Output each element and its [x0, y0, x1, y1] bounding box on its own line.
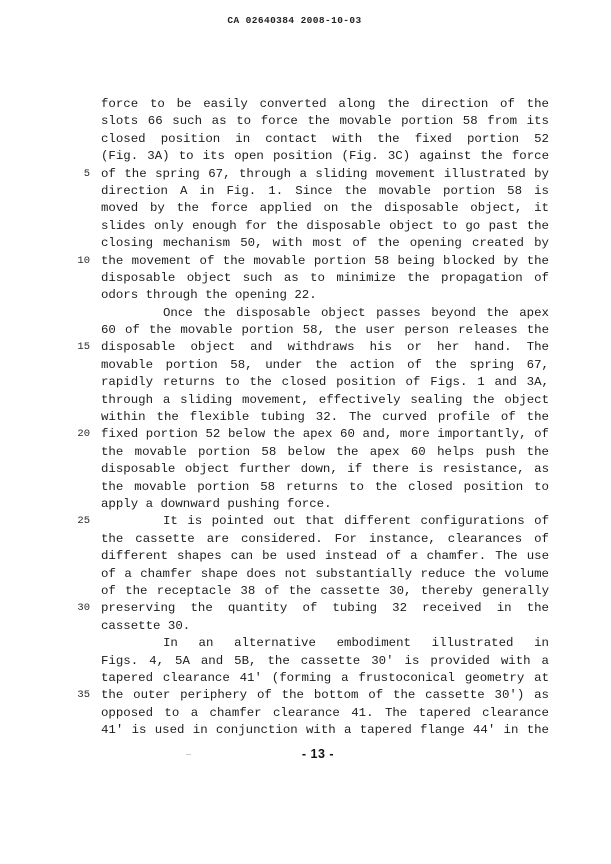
text-line-content: It is pointed out that different configurations of [163, 514, 549, 529]
line-number-marker: 25 [77, 515, 90, 528]
text-line [101, 218, 549, 235]
text-line [77, 687, 549, 704]
text-line-content: of the spring 67, through a sliding movement illustrated by [101, 166, 549, 181]
text-line-content: direction A in Fig. 1. Since the movable portion 58 is [101, 183, 549, 198]
text-line-content: movable portion 58, under the action of the spring 67, [101, 357, 549, 372]
text-line [101, 548, 549, 565]
text-line [101, 113, 549, 130]
text-line-content: disposable object and withdraws his or her hand. The [101, 340, 549, 355]
text-line [101, 131, 549, 148]
text-line [101, 96, 549, 113]
text-line-content: apply a downward pushing force. [101, 496, 332, 511]
text-line [77, 513, 549, 530]
text-line [101, 183, 549, 200]
text-line-content: Figs. 4, 5A and 5B, the cassette 30' is provided with a [101, 653, 549, 668]
text-line [101, 566, 549, 583]
text-line-content: of the receptacle 38 of the cassette 30, thereby generally [101, 583, 549, 598]
text-line [101, 409, 549, 426]
text-line-content: different shapes can be used instead of a chamfer. The use [101, 549, 549, 564]
text-line [101, 444, 549, 461]
text-line [101, 392, 549, 409]
text-line [77, 426, 549, 443]
text-line-content: within the flexible tubing 32. The curved profile of the [101, 410, 549, 425]
text-line [101, 618, 549, 635]
text-line-content: the movable portion 58 returns to the closed position to [101, 479, 549, 494]
text-line [101, 496, 549, 513]
text-line [77, 339, 549, 356]
text-line [101, 461, 549, 478]
text-line [101, 635, 549, 652]
text-line [101, 270, 549, 287]
line-number-marker: 30 [77, 602, 90, 615]
text-line [101, 722, 549, 739]
text-line-content: through a sliding movement, effectively sealing the object [101, 392, 549, 407]
text-line-content: closing mechanism 50, with most of the opening created by [101, 236, 549, 251]
text-line [101, 322, 549, 339]
text-line [101, 653, 549, 670]
text-line-content: disposable object further down, if there is resistance, as [101, 462, 549, 477]
text-line [101, 200, 549, 217]
text-line [101, 148, 549, 165]
text-line [83, 166, 549, 183]
text-line [101, 305, 549, 322]
text-line-content: In an alternative embodiment illustrated in [163, 636, 549, 651]
line-number-marker: 15 [77, 341, 90, 354]
text-line [101, 583, 549, 600]
text-line-content: rapidly returns to the closed position of Figs. 1 and 3A, [101, 375, 549, 390]
line-number-marker: 10 [77, 254, 90, 267]
text-line [77, 600, 549, 617]
text-line [77, 253, 549, 270]
text-line-content: 41' is used in conjunction with a tapered flange 44' in the [101, 723, 549, 738]
text-line [101, 531, 549, 548]
text-line-content: the cassette are considered. For instance, clearances of [101, 531, 549, 546]
text-line [101, 235, 549, 252]
line-number-marker: 5 [83, 167, 90, 180]
text-line-content: slides only enough for the disposable object to go past the [101, 218, 549, 233]
scan-artifact [186, 754, 191, 755]
text-line [101, 479, 549, 496]
text-line-content: cassette 30. [101, 618, 191, 633]
text-line [101, 705, 549, 722]
text-line-content: Once the disposable object passes beyond the apex [163, 305, 549, 320]
text-line-content: tapered clearance 41' (forming a frustoconical geometry at [101, 670, 549, 685]
text-line-content: fixed portion 52 below the apex 60 and, more importantly, of [101, 427, 549, 442]
text-line-content: the movable portion 58 below the apex 60 helps push the [101, 444, 549, 459]
page-number: - 13 - [301, 747, 335, 761]
text-line-content: the movement of the movable portion 58 being blocked by the [101, 253, 549, 268]
text-line-content: slots 66 such as to force the movable portion 58 from its [101, 114, 549, 129]
text-line-content: opposed to a chamfer clearance 41. The tapered clearance [101, 705, 549, 720]
text-line-content: moved by the force applied on the disposable object, it [101, 201, 549, 216]
text-line-content: the outer periphery of the bottom of the cassette 30') as [101, 688, 549, 703]
body-text-block [77, 96, 549, 739]
document-header: CA 02640384 2008-10-03 [227, 15, 362, 26]
text-line-content: 60 of the movable portion 58, the user person releases the [101, 323, 549, 338]
text-line-content: disposable object such as to minimize the propagation of [101, 270, 549, 285]
text-line [101, 374, 549, 391]
text-line-content: of a chamfer shape does not substantially reduce the volume [101, 566, 549, 581]
text-line-content: preserving the quantity of tubing 32 received in the [101, 601, 549, 616]
text-line [101, 357, 549, 374]
text-line-content: force to be easily converted along the direction of the [101, 97, 549, 111]
text-line-content: closed position in contact with the fixed portion 52 [101, 131, 549, 146]
text-line [101, 287, 549, 304]
text-line [101, 670, 549, 687]
text-line-content: odors through the opening 22. [101, 288, 317, 303]
line-number-marker: 35 [77, 689, 90, 702]
text-line-content: (Fig. 3A) to its open position (Fig. 3C) against the force [101, 149, 549, 164]
line-number-marker: 20 [77, 428, 90, 441]
